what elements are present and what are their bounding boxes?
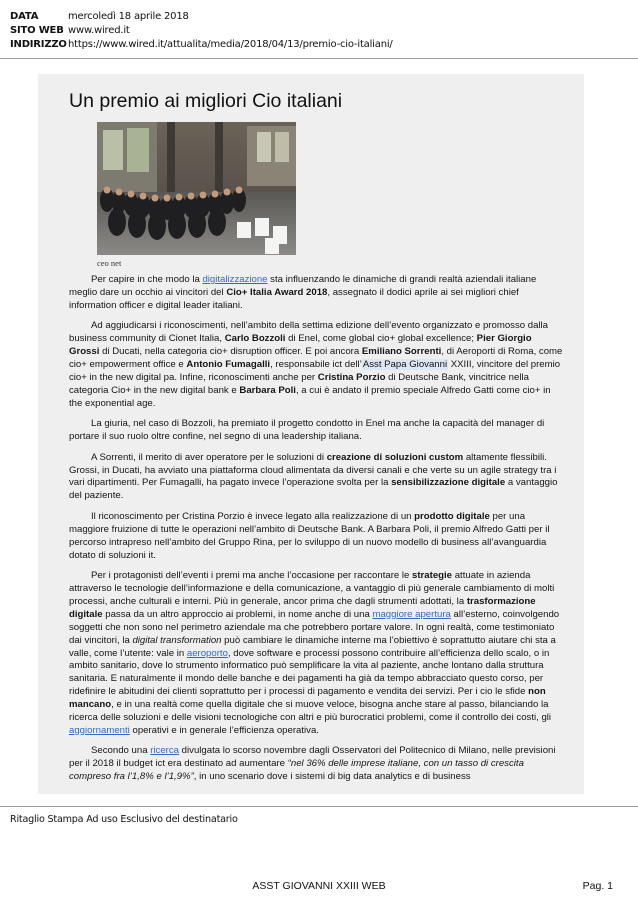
text-run: per una maggiore fruizione di tutte le operazioni nell’ambito di Deutsche Bank. A Barbara Poli, il premio Alfredo Gatti per il percorso intrapreso nell’ambito del Gruppo Rina, per lo sviluppo di un nuovo modello di business all’avanguardia dotato di soluzioni it. [69,510,550,561]
clipping-note: Ritaglio Stampa Ad uso Esclusivo del destinatario [10,814,238,825]
text-run: A Sorrenti, il merito di aver operatore per le soluzioni di [91,451,327,463]
text-run: Per capire in che modo la [91,274,203,285]
meta-row-site [10,24,393,38]
source-label: ASST GIOVANNI XXIII WEB [252,880,386,892]
text-run: , e in una realtà come quella digitale che si muove veloce, bisogna anche stare al passo, bilanciando la ricerca delle soluzioni e delle visioni tecnologiche con altri e più burocratici problemi, come il controllo dei costi, gli [69,699,552,724]
text-run: XXIII, vincitore del premio cio+ in the new digital pa. Infine, riconoscimenti anche per [69,359,561,383]
article-link[interactable]: aeroporto [186,647,228,659]
italic-text: “nel 36% delle imprese italiane, con un tasso di crescita compreso fra l’1,8% e l’1,9%” [69,758,524,783]
bold-text: Carlo Bozzoli [224,333,286,345]
text-run: Il riconoscimento per Cristina Porzio è invece legato alla realizzazione di un [91,510,415,522]
text-run: , dove software e processi possono contribuire all’efficienza dello scalo, o in ambito sanitario, dove lo strumento informatico può semplificare la vita al paziente, anche lontano dalla struttura sanitaria. E naturalmente il mondo delle banche e dei pagamenti ha già da tempo abbracciato questo corso, per ridefinire le abitudini dei clienti soprattutto per i processi di pagamento e vendita dei servizi. Per i cio le sfide [69,647,550,698]
meta-key: DATA [10,11,39,22]
article-body [69,274,563,792]
text-run: , in uno scenario dove i sistemi di big data analytics e di business [193,771,471,783]
meta-row-date [10,10,393,24]
bold-text: Cio+ Italia Award 2018 [226,286,328,298]
article-paragraph [69,320,563,410]
text-run: di Deutsche Bank, vincitrice nella categoria Cio+ in the new digital bank e [69,371,529,396]
text-run: , di Aeroporti di Roma, come cio+ empowerment office e [69,346,563,371]
text-run: passa da un altro approccio ai problemi, in nome anche di una [102,608,373,620]
italic-text: digital transformation [132,634,222,646]
text-run: altamente flessibili. Grossi, in Ducati, ha avviato una piattaforma cloud alimentata da diversi canali e che verte su un agile strategy tra i vari dipartimenti. Per Fumagalli, ha pagato invece l’operazione svolta per la [69,451,557,489]
article-paragraph [69,452,563,504]
bold-text: sensibilizzazione digitale [391,477,506,489]
bold-text: Pier Giorgio Grossi [69,333,532,358]
article-paragraph [69,274,563,313]
text-run: , responsabile ict dell’ [270,359,362,371]
article-link[interactable]: maggiore apertura [372,608,451,620]
text-run: può cambiare le dinamiche interne ma l’obiettivo è soprattutto aiutare chi sta a valle, come l’utente: vale in [69,634,556,659]
meta-key: INDIRIZZO [10,39,67,50]
text-run: La giuria, nel caso di Bozzoli, ha premiato il progetto condotto in Enel ma anche la capacità del manager di portare il suo ruolo oltre confine, nel segno di una leadership italiana. [69,418,545,443]
article-paragraph [69,511,563,563]
article-paragraph [69,745,563,784]
bold-text: Antonio Fumagalli [186,359,271,371]
meta-value: mercoledì 18 aprile 2018 [68,11,189,22]
page-number: Pag. 1 [582,880,613,892]
header-divider [0,58,638,59]
text-run: di Ducati, nella categoria cio+ disruption officer. E poi ancora [99,346,362,358]
article-link[interactable]: digitalizzazione [202,274,268,285]
footer-divider [0,806,638,807]
bold-text: strategie [412,570,453,582]
text-run: , a cui è andato il premio speciale Alfredo Gatti come cio+ in the exponential age. [69,384,551,409]
text-run: sta influenzando le dinamiche di grandi realtà aziendali italiane meglio dare un occhio ai vincitori del [69,274,537,298]
article-link[interactable]: ricerca [150,745,180,757]
meta-row-address [10,38,393,52]
event-photo [97,122,296,255]
bold-text: trasformazione digitale [69,595,536,620]
meta-value: www.wired.it [68,25,130,36]
clipping-metadata [10,10,393,52]
bold-text: Barbara Poli [239,384,296,396]
text-run: divulgata lo scorso novembre dagli Osservatori del Politecnico di Milano, nelle previsioni per il 2018 il budget ict era destinato ad aumentare [69,745,556,770]
text-run: , assegnato il dodici aprile ai sei migliori chief information officer e digital leader italiani. [69,286,519,311]
article-paragraph [69,418,563,444]
bold-text: non mancano [69,686,546,711]
text-run: Secondo una [91,745,151,757]
bold-text: creazione di soluzioni custom [326,451,464,463]
text-run: a vantaggio del paziente. [69,477,558,502]
bold-text: Emiliano Sorrenti [361,346,442,358]
photo-caption: ceo net [97,258,122,268]
text-run: di Enel, come global cio+ global excellence; [285,333,477,345]
text-run: operativi e in generale l’efficienza operativa. [129,724,319,736]
article-paragraph [69,570,563,738]
text-run: all’esterno, coinvolgendo soggetti che non sono nel perimetro aziendale ma che potrebbero portare valore. In ogni realtà, come testimoniato dai vincitori, la [69,608,560,646]
event-photo-illustration [97,122,296,255]
article-link[interactable]: aggiornamenti [69,724,130,736]
bold-text: Cristina Porzio [317,371,386,383]
text-run: Ad aggiudicarsi i riconoscimenti, nell’ambito della settima edizione dell’evento organizzato e promosso dalla business community di Cionet Italia, [69,320,549,345]
highlighted-text: Asst Papa Giovanni [362,359,448,371]
article-title: Un premio ai migliori Cio italiani [69,90,343,112]
bold-text: prodotto digitale [414,510,490,522]
text-run: attuate in azienda attraverso le tecnologie dell’informazione e della comunicazione, a vantaggio di più generale cambiamento di molti processi, anche culturali e interni. Più in generale, ancor prima che dagli strumenti adottati, la [69,570,555,607]
meta-key: SITO WEB [10,25,64,36]
text-run: Per i protagonisti dell’eventi i premi ma anche l’occasione per raccontare le [91,570,413,582]
meta-value: https://www.wired.it/attualita/media/2018/04/13/premio-cio-italiani/ [68,39,393,50]
